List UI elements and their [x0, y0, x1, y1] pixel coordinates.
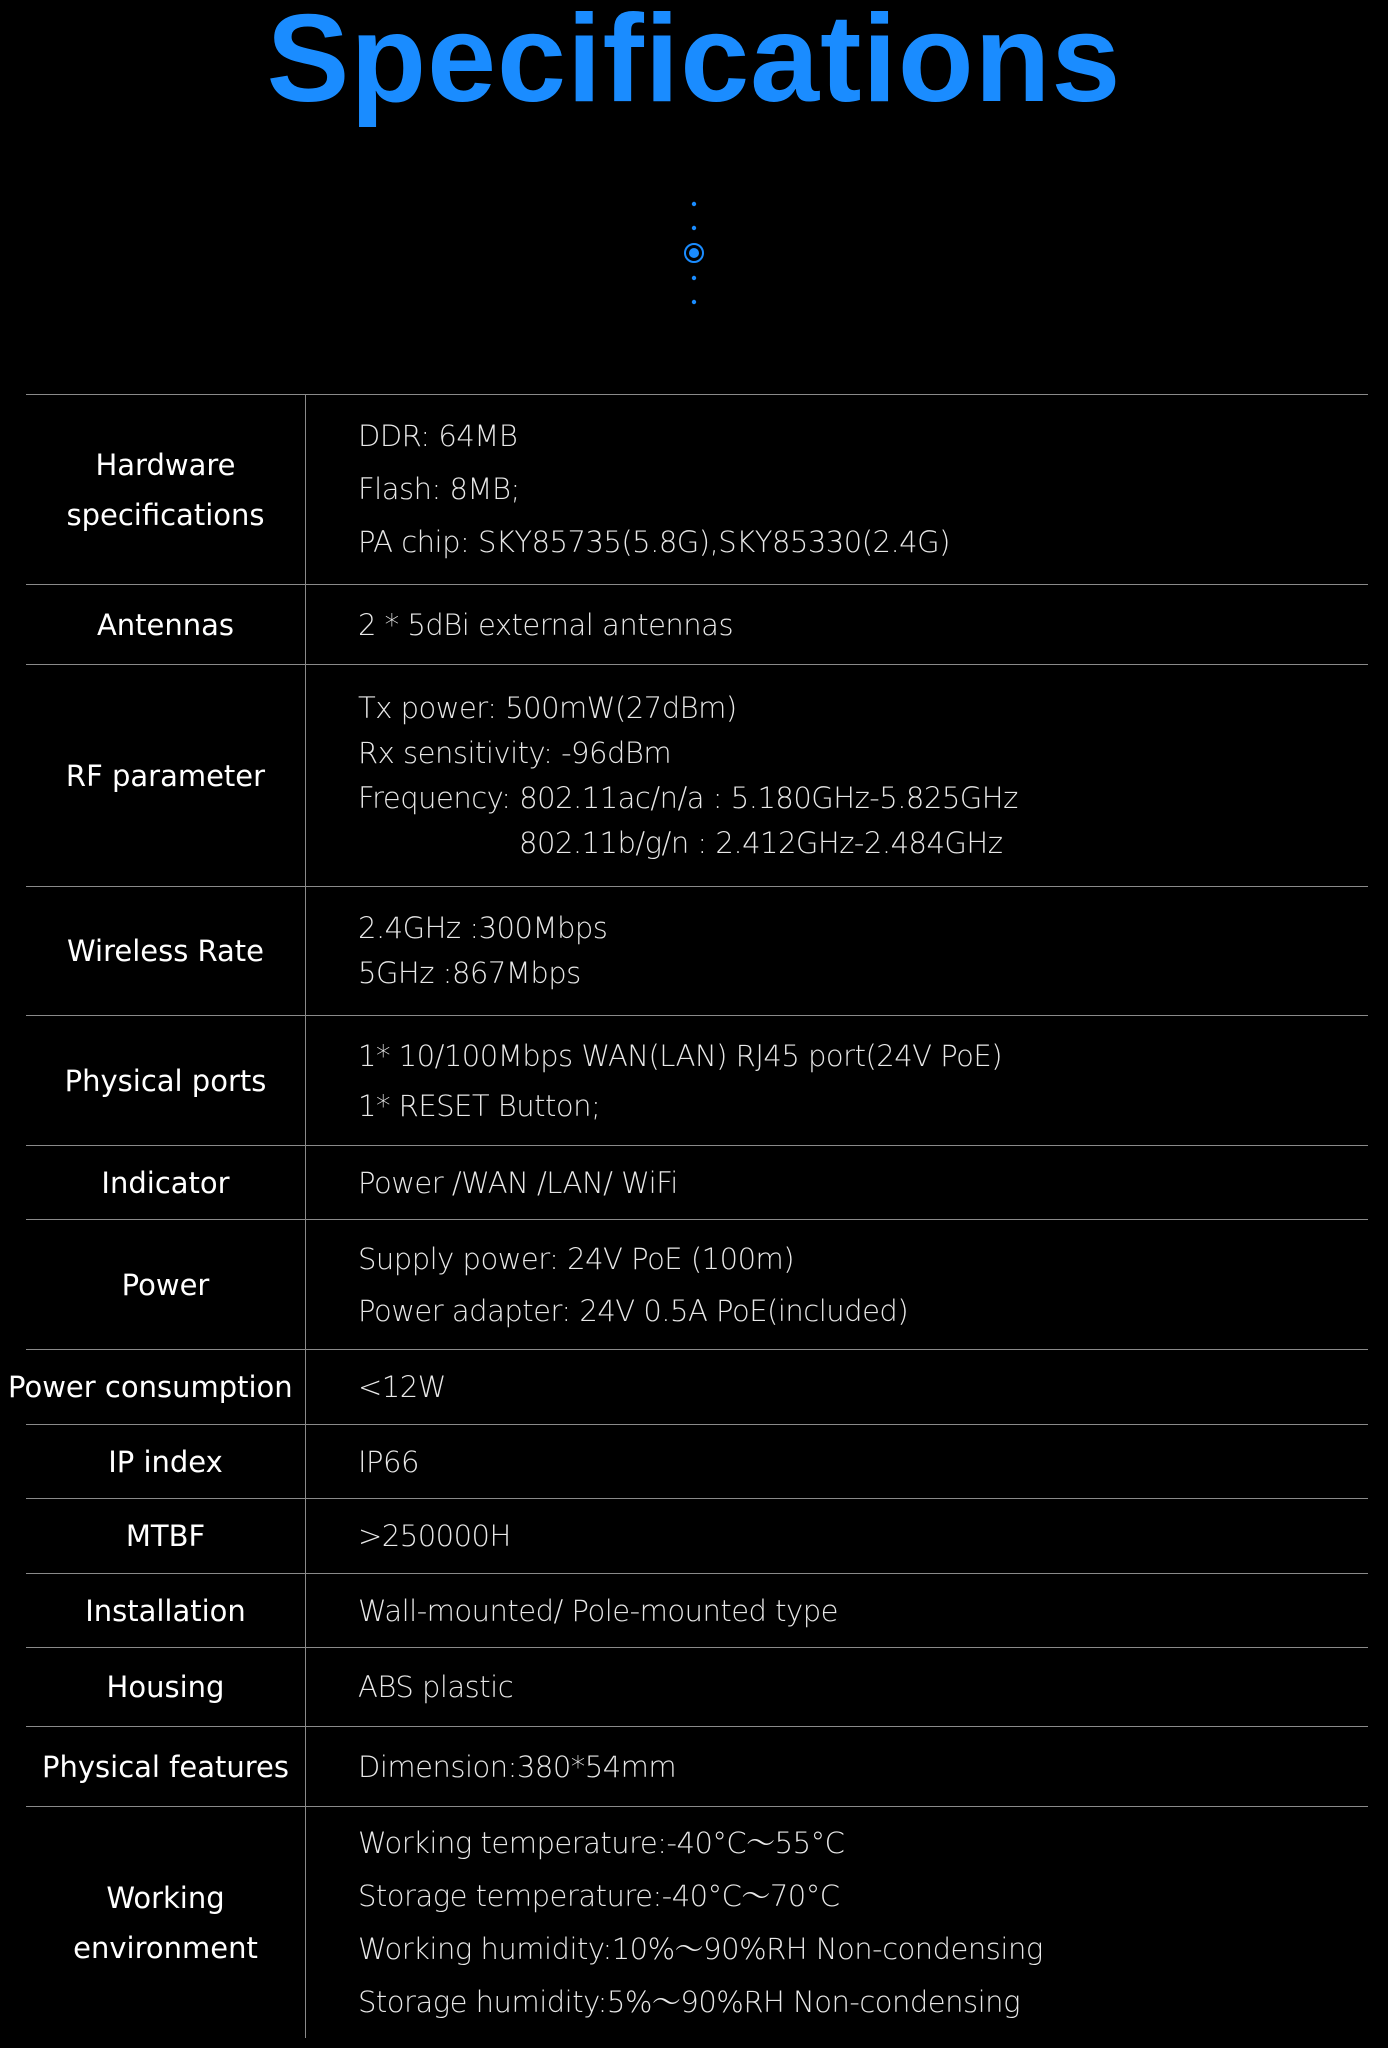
spec-table [8, 394, 1368, 2038]
spec-values [306, 1146, 1368, 1219]
dot-icon [692, 202, 696, 206]
spec-value-line: Dimension:380*54mm [358, 1749, 677, 1784]
spec-row [26, 1424, 1368, 1498]
spec-values [306, 887, 1368, 1015]
spec-value-line: ABS plastic [358, 1670, 514, 1704]
spec-label [26, 395, 306, 584]
spec-value-line: Frequency: 802.11ac/n/a : 5.180GHz-5.825GHz [358, 780, 1018, 815]
spec-label-text: Hardware specifications [66, 447, 265, 532]
spec-label [26, 1574, 306, 1647]
spec-label [26, 665, 306, 886]
spec-row [26, 1806, 1368, 2038]
spec-value-line: 5GHz :867Mbps [358, 956, 581, 990]
spec-label-text: Physical features [42, 1749, 289, 1784]
spec-value-line: Working temperature:-40°C～55°C [358, 1825, 845, 1860]
spec-values [306, 1574, 1368, 1647]
spec-values [306, 1220, 1368, 1349]
spec-row [26, 886, 1368, 1015]
spec-value-line: 1* 10/100Mbps WAN(LAN) RJ45 port(24V PoE) [358, 1038, 1003, 1073]
spec-label-text: Power consumption [8, 1370, 293, 1404]
spec-value-line: Rx sensitivity: -96dBm [358, 735, 672, 770]
spec-label [26, 1807, 306, 2038]
page-title: Specifications [266, 0, 1122, 128]
spec-label [26, 1016, 306, 1145]
spec-value-line: DDR: 64MB [358, 419, 518, 453]
spec-value-line: 802.11b/g/n : 2.412GHz-2.484GHz [519, 825, 1003, 860]
spec-label [26, 887, 306, 1015]
spec-label-text: Installation [85, 1593, 246, 1628]
spec-label-text: Physical ports [64, 1063, 267, 1098]
spec-label [26, 1220, 306, 1349]
spec-row [26, 394, 1368, 584]
spec-value-line: PA chip: SKY85735(5.8G),SKY85330(2.4G) [358, 525, 950, 559]
spec-label [26, 1425, 306, 1498]
spec-label [8, 1350, 306, 1424]
spec-row [26, 1219, 1368, 1349]
spec-values [306, 1807, 1368, 2038]
spec-value-line: >250000H [358, 1519, 511, 1553]
spec-label-text: IP index [108, 1444, 223, 1479]
spec-values [306, 1648, 1368, 1726]
spec-row [8, 1349, 1368, 1424]
spec-label-text: Antennas [96, 607, 235, 642]
spec-label [26, 585, 306, 664]
spec-value-line: Wall-mounted/ Pole-mounted type [358, 1593, 838, 1628]
spec-value-line: Supply power: 24V PoE (100m) [358, 1241, 795, 1276]
spec-row [26, 1015, 1368, 1145]
spec-row [26, 1145, 1368, 1219]
active-dot-center-icon [689, 248, 699, 258]
spec-values [306, 585, 1368, 664]
spec-row [26, 1498, 1368, 1573]
spec-row [26, 664, 1368, 886]
spec-row [26, 584, 1368, 664]
spec-label [26, 1499, 306, 1573]
spec-value-line: IP66 [358, 1444, 419, 1479]
dot-icon [692, 226, 696, 230]
spec-label-text: Wireless Rate [66, 934, 265, 968]
spec-label-text: Working environment [73, 1880, 258, 1965]
spec-values [306, 1499, 1368, 1573]
spec-label-text: MTBF [125, 1519, 206, 1553]
spec-row [26, 1726, 1368, 1806]
spec-label [26, 1727, 306, 1806]
spec-label [26, 1648, 306, 1726]
spec-value-line: 1* RESET Button; [358, 1088, 601, 1123]
spec-label-text: Housing [106, 1670, 225, 1704]
spec-value-line: Storage temperature:-40°C～70°C [358, 1878, 840, 1913]
spec-value-line: Working humidity:10%～90%RH Non-condensing [358, 1931, 1043, 1966]
spec-value-line: Flash: 8MB; [358, 472, 520, 506]
spec-values [306, 1016, 1368, 1145]
spec-value-line: <12W [358, 1370, 446, 1404]
spec-values [306, 665, 1368, 886]
spec-row [26, 1647, 1368, 1726]
spec-value-line: Storage humidity:5%～90%RH Non-condensing [358, 1984, 1020, 2019]
spec-label [26, 1146, 306, 1219]
spec-row [26, 1573, 1368, 1647]
spec-value-line: Tx power: 500mW(27dBm) [358, 690, 737, 725]
spec-value-line: Power adapter: 24V 0.5A PoE(included) [358, 1293, 909, 1328]
spec-values [306, 395, 1368, 584]
spec-value-line: Power /WAN /LAN/ WiFi [358, 1165, 678, 1200]
spec-values [306, 1425, 1368, 1498]
spec-values [306, 1350, 1368, 1424]
dot-icon [692, 300, 696, 304]
spec-label-text: Indicator [101, 1165, 230, 1200]
spec-values [306, 1727, 1368, 1806]
spec-value-line: 2.4GHz :300Mbps [358, 911, 608, 945]
scroll-indicator-icon [678, 196, 710, 308]
spec-value-line: 2 * 5dBi external antennas [358, 607, 734, 642]
spec-label-text: Power [121, 1267, 210, 1302]
spec-label-text: RF parameter [65, 758, 266, 793]
dot-icon [692, 276, 696, 280]
